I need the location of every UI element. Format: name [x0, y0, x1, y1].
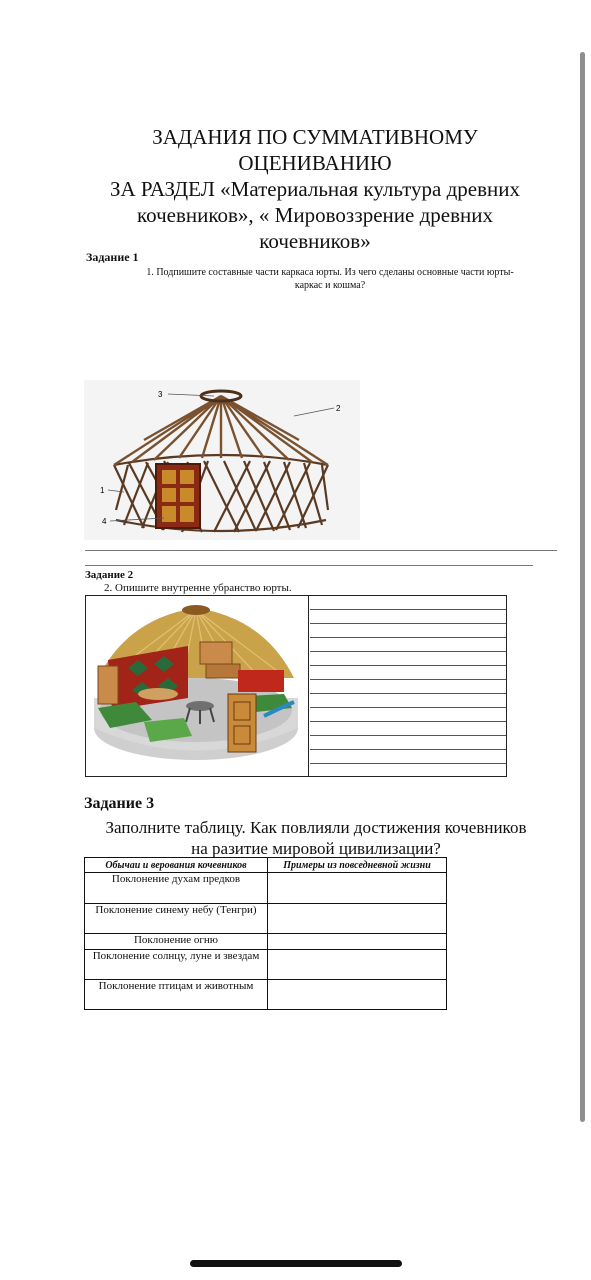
- answer-line: [310, 763, 506, 764]
- title-line: ЗА РАЗДЕЛ «Материальная культура древних: [109, 177, 520, 201]
- title-line: ОЦЕНИВАНИЮ: [238, 151, 392, 175]
- column-header: Обычаи и верования кочевников: [85, 858, 268, 873]
- table-cell-custom: Поклонение духам предков: [85, 873, 268, 904]
- table-row: [85, 934, 447, 950]
- task1-instructions: [100, 266, 560, 292]
- answer-line: [310, 693, 506, 694]
- table-cell-custom: Поклонение птицам и животным: [85, 980, 268, 1010]
- table-cell-example[interactable]: [268, 950, 447, 980]
- table-row: [85, 980, 447, 1010]
- table-cell-example[interactable]: [268, 980, 447, 1010]
- table-cell-example[interactable]: [268, 873, 447, 904]
- answer-line: [310, 749, 506, 750]
- task2-instructions: 2. Опишите внутренне убранство юрты.: [104, 582, 292, 594]
- task3-line1: Заполните таблицу. Как повлияли достижения кочевников: [105, 818, 527, 837]
- answer-line: [310, 735, 506, 736]
- task3-heading: Задание 3: [84, 795, 155, 812]
- title-line: кочевников», « Мировоззрение древних: [137, 203, 493, 227]
- table-header-row: [85, 858, 447, 873]
- table-cell-custom: Поклонение огню: [85, 934, 268, 950]
- task3-line2: на разитие мировой цивилизации?: [191, 839, 441, 858]
- task1-line2: каркас и кошма?: [294, 280, 366, 291]
- table-row: [85, 950, 447, 980]
- table-cell-custom: Поклонение солнцу, луне и звездам: [85, 950, 268, 980]
- table-cell-example[interactable]: [268, 904, 447, 934]
- task1-line1: 1. Подпишите составные части каркаса юрты. Из чего сделаны основные части юрты-: [146, 267, 514, 278]
- answer-line: [310, 637, 506, 638]
- table-cell-custom: Поклонение синему небу (Тенгри): [85, 904, 268, 934]
- answer-line: [310, 707, 506, 708]
- callout-4: 4: [102, 517, 107, 526]
- answer-line: [85, 550, 557, 551]
- answer-line: [310, 609, 506, 610]
- task2-heading: Задание 2: [85, 569, 134, 581]
- yurt-interior-illustration: [88, 598, 304, 774]
- answer-line: [310, 679, 506, 680]
- task3-instructions: [84, 817, 548, 859]
- callout-3: 3: [158, 390, 163, 399]
- table-row: [85, 873, 447, 904]
- title-line: кочевников»: [259, 229, 371, 253]
- answer-line: [310, 651, 506, 652]
- customs-table: [84, 857, 447, 1010]
- home-indicator[interactable]: [190, 1260, 402, 1267]
- title-line: ЗАДАНИЯ ПО СУММАТИВНОМУ: [152, 125, 478, 149]
- table-row: [85, 904, 447, 934]
- answer-line: [85, 565, 533, 566]
- callout-1: 1: [100, 486, 105, 495]
- answer-line: [310, 665, 506, 666]
- column-header: Примеры из повседневной жизни: [268, 858, 447, 873]
- scrollbar[interactable]: [580, 52, 585, 1122]
- callout-2: 2: [336, 404, 341, 413]
- answer-line: [310, 623, 506, 624]
- table-cell-example[interactable]: [268, 934, 447, 950]
- task1-heading: Задание 1: [86, 250, 139, 264]
- document-title: [90, 124, 540, 254]
- answer-line: [310, 721, 506, 722]
- yurt-frame-illustration: [84, 380, 360, 540]
- task2-box-divider: [308, 595, 309, 777]
